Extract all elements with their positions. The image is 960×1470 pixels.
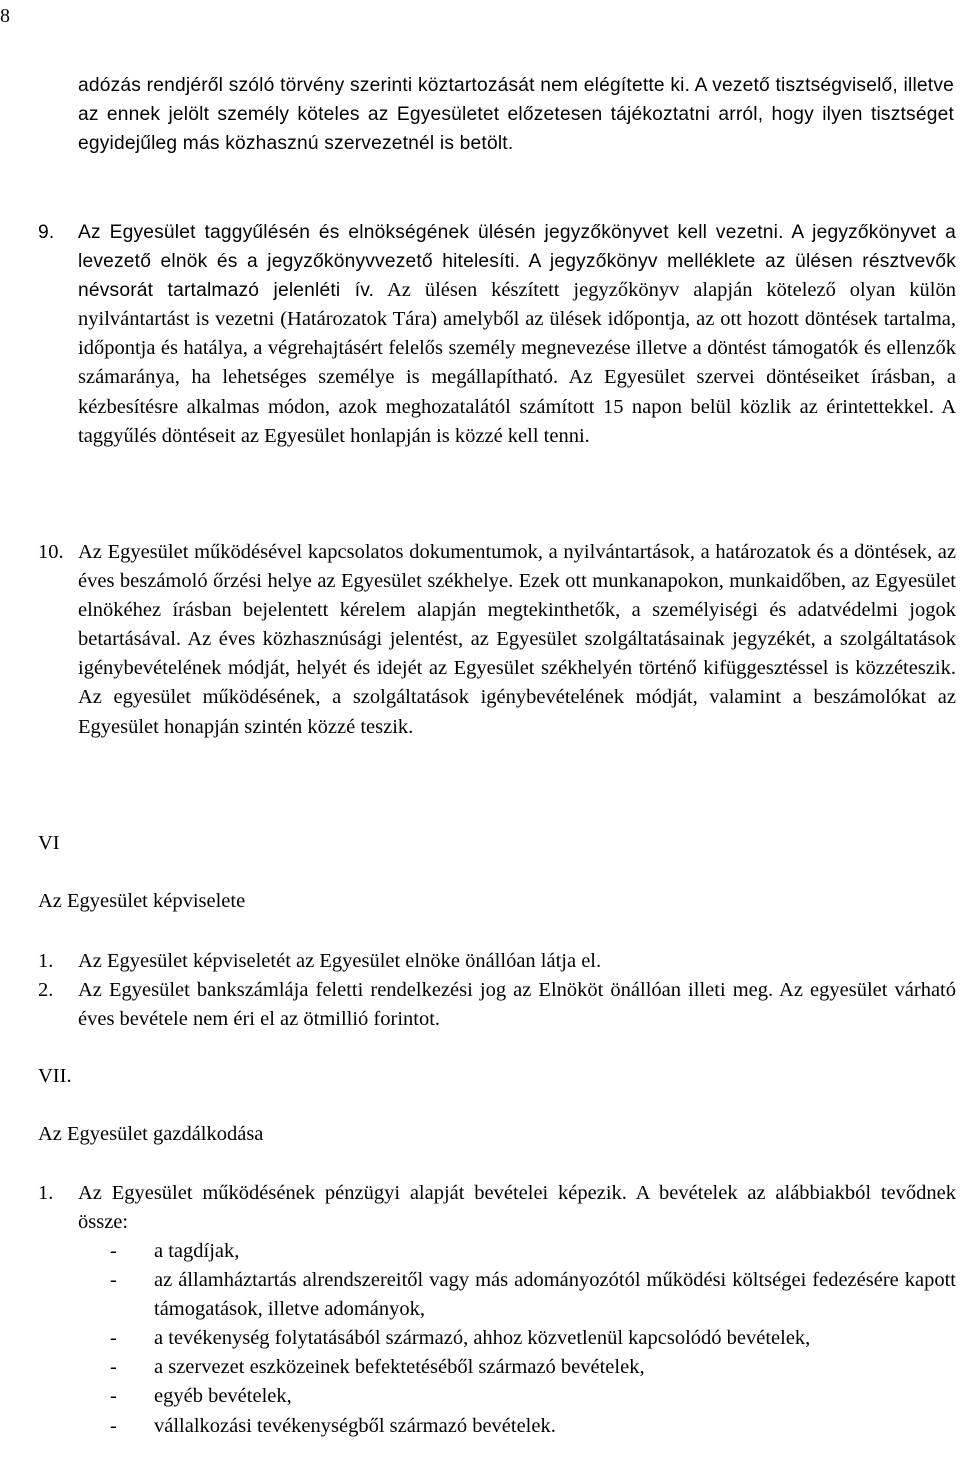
item-9-body	[78, 218, 956, 451]
continuation-paragraph: adózás rendjéről szóló törvény szerinti köztartozását nem elégítette ki. A vezető tisztségviselő, illetve az ennek jelölt személy köteles az Egyesületet előzetesen tájékoztatni arról, hogy ilyen tisztséget egyidejűleg más közhasznú szervezetnél is betölt.	[78, 75, 954, 155]
list-item	[110, 1237, 956, 1266]
list-item-text: a szervezet eszközeinek befektetéséből származó bevételek,	[154, 1356, 645, 1379]
item-9-serif-text: Az ülésen készített jegyzőkönyv alapján kötelező olyan külön nyilvántartást is vezetni (Határozatok Tára) amelyből az ülések időpontja, az ott hozott döntések tartalma, időpontja és hatálya, a végrehajtásért felelős személy megnevezése illetve a döntést támogatók és ellenzők számaránya, ha lehetséges személye is megállapítható. Az Egyesület szervei döntéseiket írásban, a kézbesítésre alkalmas módon, azok meghozatalától számított 15 napon belül közlik az érintettekkel. A taggyűlés döntéseit az Egyesület honlapján is közzé kell tenni.	[78, 279, 956, 447]
section-6-item-1	[38, 947, 956, 976]
list-dash: -	[110, 1269, 117, 1292]
list-item-text: egyéb bevételek,	[154, 1385, 292, 1408]
section-6-item-2-text: Az Egyesület bankszámlája feletti rendelkezési jog az Elnököt önállóan illeti meg. Az egyesület várható éves bevétele nem éri el az ötmillió forintot.	[78, 979, 956, 1031]
list-item-text: vállalkozási tevékenységből származó bevételek.	[154, 1414, 556, 1437]
list-item	[110, 1266, 956, 1324]
list-item	[110, 1412, 956, 1441]
section-6-item-2-number: 2.	[38, 979, 54, 1001]
item-9	[38, 218, 956, 451]
section-7-roman: VII.	[38, 1065, 72, 1087]
list-item	[110, 1382, 956, 1411]
item-10	[38, 538, 956, 742]
section-7-item-1-number: 1.	[38, 1182, 54, 1204]
section-6-roman: VI	[38, 832, 60, 854]
list-dash: -	[110, 1327, 117, 1350]
list-item	[110, 1324, 956, 1353]
section-7-item-1	[38, 1179, 956, 1237]
item-10-number: 10.	[38, 541, 64, 563]
list-item	[110, 1353, 956, 1382]
page-number: 8	[0, 5, 10, 27]
item-10-body: Az Egyesület működésével kapcsolatos dokumentumok, a nyilvántartások, a határozatok és a döntések, az éves beszámoló őrzési helye az Egyesület székhelye. Ezek ott munkanapokon, munkaidőben, az Egyesület elnökéhez írásban bejelentett kérelem alapján megtekinthetők, a személyiségi és adatvédelmi jogok betartásával. Az éves közhasznúsági jelentést, az Egyesület szolgáltatásainak jegyzékét, a szolgáltatások igénybevételének módját, helyét és idejét az Egyesület székhelyén történő kifüggesztéssel is közzéteszik. Az egyesület működésének, a szolgáltatások igénybevételének módját, valamint a beszámolókat az Egyesület honapján szintén közzé teszik.	[78, 541, 956, 738]
list-item-text: az államháztartás alrendszereitől vagy más adományozótól működési költségei fedezésére kapott támogatások, illetve adományok,	[154, 1269, 956, 1321]
list-item-text: a tevékenység folytatásából származó, ahhoz közvetlenül kapcsolódó bevételek,	[154, 1327, 811, 1350]
section-6-title: Az Egyesület képviselete	[38, 890, 246, 912]
list-dash: -	[110, 1385, 117, 1408]
list-dash: -	[110, 1356, 117, 1379]
item-9-number: 9.	[38, 222, 55, 243]
list-item-text: a tagdíjak,	[154, 1240, 240, 1262]
item-9-sans-text: Az Egyesület taggyűlésén és elnökségének ülésén jegyzőkönyvet kell vezetni. A jegyzőkönyvet a levezető elnök és a jegyzőkönyvvezető hitelesíti. A jegyzőkönyv melléklete az ülésen résztvevők névsorát tartalmazó jelenléti ív.	[78, 222, 956, 302]
section-6-item-2	[38, 976, 956, 1034]
list-dash: -	[110, 1414, 117, 1437]
income-list	[110, 1237, 956, 1441]
section-7-item-1-text: Az Egyesület működésének pénzügyi alapját bevételei képezik. A bevételek az alábbiakból tevődnek össze:	[78, 1182, 956, 1234]
list-dash: -	[110, 1240, 117, 1262]
section-6-item-1-number: 1.	[38, 950, 54, 972]
section-6-item-1-text: Az Egyesület képviseletét az Egyesület elnöke önállóan látja el.	[78, 950, 602, 972]
section-7-title: Az Egyesület gazdálkodása	[38, 1123, 264, 1145]
